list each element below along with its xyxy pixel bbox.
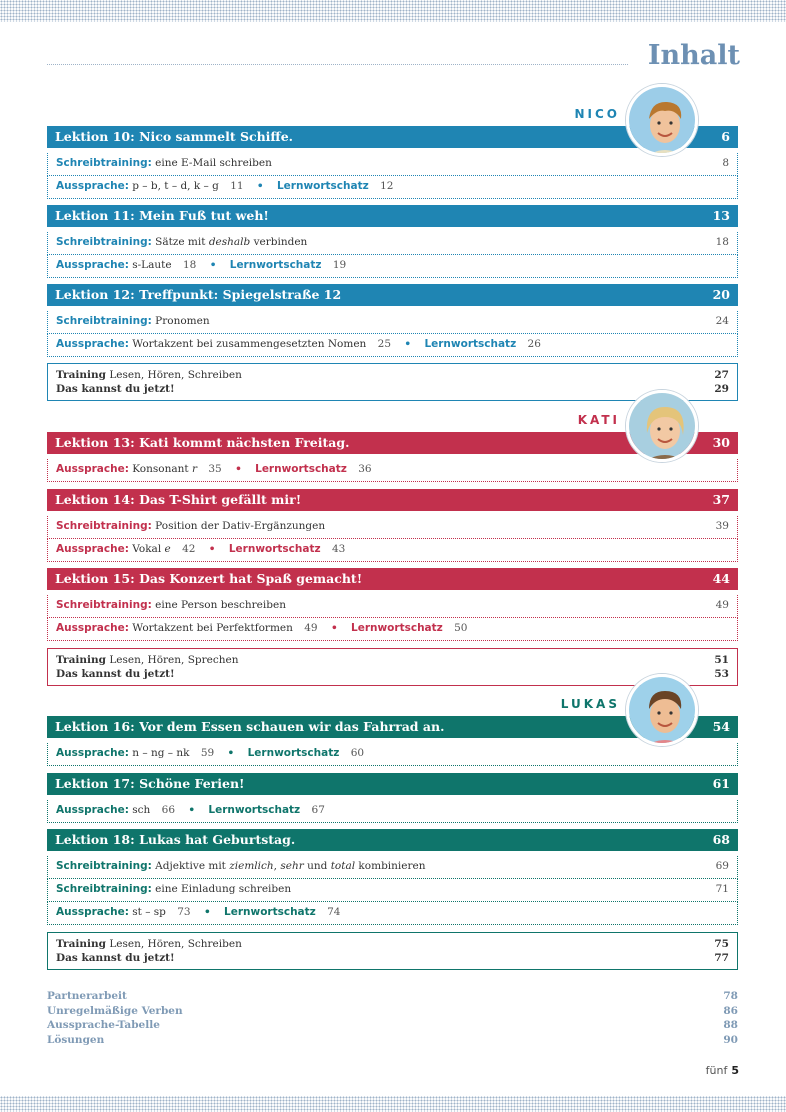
training-label: Training: [56, 369, 106, 381]
row-text-page: 18: [182, 259, 197, 271]
appendix-label: Aussprache-Tabelle: [47, 1019, 160, 1031]
vocab-label: Lernwortschatz: [276, 180, 369, 192]
training-label: Training: [56, 938, 106, 950]
vocab-label: Lernwortschatz: [224, 906, 316, 918]
can-do-line[interactable]: [56, 951, 729, 965]
row-label: Schreibtraining:: [56, 883, 152, 895]
row-text-page: 66: [161, 804, 176, 816]
row-text: sch: [132, 804, 151, 816]
bullet-icon: •: [256, 180, 264, 192]
row-text: st – sp: [132, 906, 166, 918]
appendix-item-verben[interactable]: [47, 1004, 738, 1019]
training-page: 75: [714, 938, 729, 950]
character-name: NICO: [574, 107, 620, 121]
row-text: verbinden: [253, 236, 308, 248]
row-text: Sätze mit: [155, 236, 206, 248]
row-label: Aussprache:: [56, 338, 129, 350]
list-item: [47, 176, 738, 199]
training-label: Training: [56, 654, 106, 666]
row-page: 8: [722, 157, 729, 169]
row-text: Position der Dativ-Ergänzungen: [155, 520, 326, 532]
row-text-emphasis: total: [330, 860, 356, 872]
row-page: 49: [715, 599, 729, 611]
can-do-label: Das kannst du jetzt!: [56, 668, 175, 680]
row-text-emphasis: r: [191, 463, 197, 475]
list-item: [47, 153, 738, 176]
top-dot-band: [0, 0, 786, 22]
row-label: Aussprache:: [56, 804, 129, 816]
lesson-18-header[interactable]: [47, 829, 738, 851]
training-line[interactable]: [56, 368, 729, 382]
appendix-page: 78: [723, 990, 738, 1002]
lesson-page: 6: [721, 129, 730, 144]
lesson-page: 37: [712, 492, 730, 507]
row-page: 18: [715, 236, 729, 248]
row-text-page: 59: [200, 747, 215, 759]
lesson-title: Lektion 16: Vor dem Essen schauen wir das Fahrrad an.: [55, 719, 445, 734]
vocab-page: 19: [332, 259, 347, 271]
vocab-page: 60: [350, 747, 365, 759]
bullet-icon: •: [209, 259, 217, 271]
row-page: 39: [715, 520, 729, 532]
row-text: ,: [273, 860, 278, 872]
bullet-icon: •: [203, 906, 211, 918]
row-text: n – ng – nk: [132, 747, 190, 759]
row-page: 69: [715, 860, 729, 872]
lesson-page: 68: [712, 832, 730, 847]
vocab-label: Lernwortschatz: [229, 259, 322, 271]
page-header: [47, 40, 740, 70]
list-item: [47, 255, 738, 278]
vocab-label: Lernwortschatz: [424, 338, 517, 350]
vocab-page: 50: [454, 622, 468, 634]
lesson-title: Lektion 10: Nico sammelt Schiffe.: [55, 129, 293, 144]
lesson-page: 54: [712, 719, 730, 734]
lesson-page: 30: [712, 435, 730, 450]
appendix-label: Unregelmäßige Verben: [47, 1004, 183, 1017]
vocab-page: 74: [327, 906, 341, 918]
row-label: Aussprache:: [56, 747, 129, 759]
can-do-label: Das kannst du jetzt!: [56, 383, 175, 395]
avatar-nico: [626, 84, 698, 156]
row-label: Schreibtraining:: [56, 860, 152, 872]
row-text: Konsonant: [132, 463, 189, 475]
appendix-label: Lösungen: [47, 1033, 105, 1046]
lesson-title: Lektion 17: Schöne Ferien!: [55, 776, 245, 791]
lesson-page: 20: [712, 287, 730, 302]
row-text: p – b, t – d, k – g: [132, 180, 219, 192]
list-item: [47, 334, 738, 357]
row-page: 24: [715, 315, 729, 327]
lesson-title: Lektion 15: Das Konzert hat Spaß gemacht!: [55, 571, 363, 586]
row-text: Wortakzent bei zusammengesetzten Nomen: [132, 338, 367, 350]
bottom-dot-band: [0, 1096, 786, 1112]
bullet-icon: •: [227, 747, 235, 759]
vocab-page: 67: [311, 804, 325, 816]
can-do-label: Das kannst du jetzt!: [56, 952, 175, 964]
character-name: LUKAS: [560, 697, 620, 711]
vocab-label: Lernwortschatz: [208, 804, 301, 816]
row-text: und: [307, 860, 328, 872]
row-text-page: 11: [230, 180, 244, 192]
list-item: [47, 232, 738, 255]
row-label: Schreibtraining:: [56, 315, 152, 327]
list-item: [47, 743, 738, 766]
row-label: Schreibtraining:: [56, 236, 152, 248]
training-box: [47, 363, 738, 401]
appendix-label: Partnerarbeit: [47, 990, 127, 1002]
list-item: [47, 856, 738, 879]
list-item: [47, 879, 738, 902]
lesson-15-header[interactable]: [47, 568, 738, 590]
list-item: [47, 459, 738, 482]
row-label: Aussprache:: [56, 259, 129, 271]
page-number: 5: [731, 1064, 739, 1077]
appendix-page: 90: [723, 1033, 738, 1046]
bullet-icon: •: [404, 338, 412, 350]
row-text-page: 25: [377, 338, 392, 350]
row-label: Aussprache:: [56, 463, 129, 475]
lesson-14-header[interactable]: [47, 489, 738, 511]
lesson-title: Lektion 13: Kati kommt nächsten Freitag.: [55, 435, 350, 450]
list-item: [47, 902, 738, 925]
row-text-emphasis: deshalb: [208, 236, 251, 248]
training-box: [47, 932, 738, 970]
lesson-12-header[interactable]: [47, 284, 738, 306]
row-text: eine E-Mail schreiben: [155, 157, 272, 169]
vocab-label: Lernwortschatz: [351, 622, 443, 634]
appendix-page: 86: [723, 1004, 738, 1017]
list-item: [47, 595, 738, 618]
row-text-page: 49: [304, 622, 318, 634]
appendix-item-aussprache-tabelle[interactable]: [47, 1018, 738, 1033]
row-label: Schreibtraining:: [56, 157, 152, 169]
row-text-page: 42: [182, 543, 196, 555]
row-label: Schreibtraining:: [56, 520, 152, 532]
row-text-emphasis: ziemlich: [229, 860, 274, 872]
row-text: kombinieren: [358, 860, 426, 872]
appendix-list: [47, 989, 738, 1047]
training-page: 27: [714, 369, 729, 381]
training-page: 51: [714, 654, 729, 666]
row-text: Wortakzent bei Perfektformen: [132, 622, 293, 634]
lesson-page: 61: [712, 776, 730, 791]
lesson-page: 44: [712, 571, 730, 586]
row-label: Aussprache:: [56, 543, 129, 555]
avatar-kati: [626, 390, 698, 462]
vocab-page: 36: [358, 463, 372, 475]
row-text-page: 73: [177, 906, 191, 918]
appendix-page: 88: [723, 1019, 738, 1031]
list-item: [47, 311, 738, 334]
list-item: [47, 516, 738, 539]
page-footer: [706, 1064, 739, 1077]
row-text: Pronomen: [155, 315, 210, 327]
training-text: Lesen, Hören, Schreiben: [109, 938, 242, 950]
bullet-icon: •: [235, 463, 242, 475]
lesson-page: 13: [712, 208, 730, 223]
vocab-page: 43: [331, 543, 346, 555]
lesson-11-header[interactable]: [47, 205, 738, 227]
row-text: Vokal: [132, 543, 162, 555]
row-label: Aussprache:: [56, 906, 129, 918]
list-item: [47, 618, 738, 641]
avatar-lukas: [626, 674, 698, 746]
training-line[interactable]: [56, 937, 729, 951]
page-word: fünf: [705, 1064, 728, 1077]
training-box: [47, 648, 738, 686]
training-line[interactable]: [56, 653, 729, 667]
row-text: Adjektive mit: [155, 860, 226, 872]
appendix-item-loesungen[interactable]: [47, 1033, 738, 1048]
header-dotted-rule: [47, 64, 628, 65]
training-text: Lesen, Hören, Sprechen: [109, 654, 239, 666]
character-name: KATI: [577, 413, 620, 427]
bullet-icon: •: [330, 622, 338, 634]
can-do-page: 77: [714, 952, 729, 964]
row-label: Schreibtraining:: [56, 599, 152, 611]
lesson-17-header[interactable]: [47, 773, 738, 795]
lesson-title: Lektion 18: Lukas hat Geburtstag.: [55, 832, 296, 847]
list-item: [47, 800, 738, 823]
appendix-item-partnerarbeit[interactable]: [47, 989, 738, 1004]
row-text: eine Person beschreiben: [155, 599, 286, 611]
can-do-line[interactable]: [56, 382, 729, 396]
vocab-page: 12: [380, 180, 394, 192]
vocab-label: Lernwortschatz: [247, 747, 340, 759]
row-label: Aussprache:: [56, 180, 129, 192]
bullet-icon: •: [208, 543, 216, 555]
row-text-emphasis: sehr: [280, 860, 304, 872]
lesson-title: Lektion 11: Mein Fuß tut weh!: [55, 208, 269, 223]
can-do-page: 53: [714, 668, 729, 680]
row-page: 71: [715, 883, 729, 895]
bullet-icon: •: [188, 804, 196, 816]
row-text-page: 35: [208, 463, 222, 475]
lesson-title: Lektion 14: Das T-Shirt gefällt mir!: [55, 492, 302, 507]
vocab-label: Lernwortschatz: [255, 463, 347, 475]
vocab-page: 26: [527, 338, 541, 350]
can-do-line[interactable]: [56, 667, 729, 681]
row-text-emphasis: e: [164, 543, 171, 555]
row-label: Aussprache:: [56, 622, 129, 634]
vocab-label: Lernwortschatz: [228, 543, 321, 555]
can-do-page: 29: [714, 383, 729, 395]
page-title: Inhalt: [647, 40, 740, 71]
lesson-title: Lektion 12: Treffpunkt: Spiegelstraße 12: [55, 287, 342, 302]
training-text: Lesen, Hören, Schreiben: [109, 369, 242, 381]
row-text: eine Einladung schreiben: [155, 883, 292, 895]
list-item: [47, 539, 738, 562]
row-text: s-Laute: [132, 259, 172, 271]
